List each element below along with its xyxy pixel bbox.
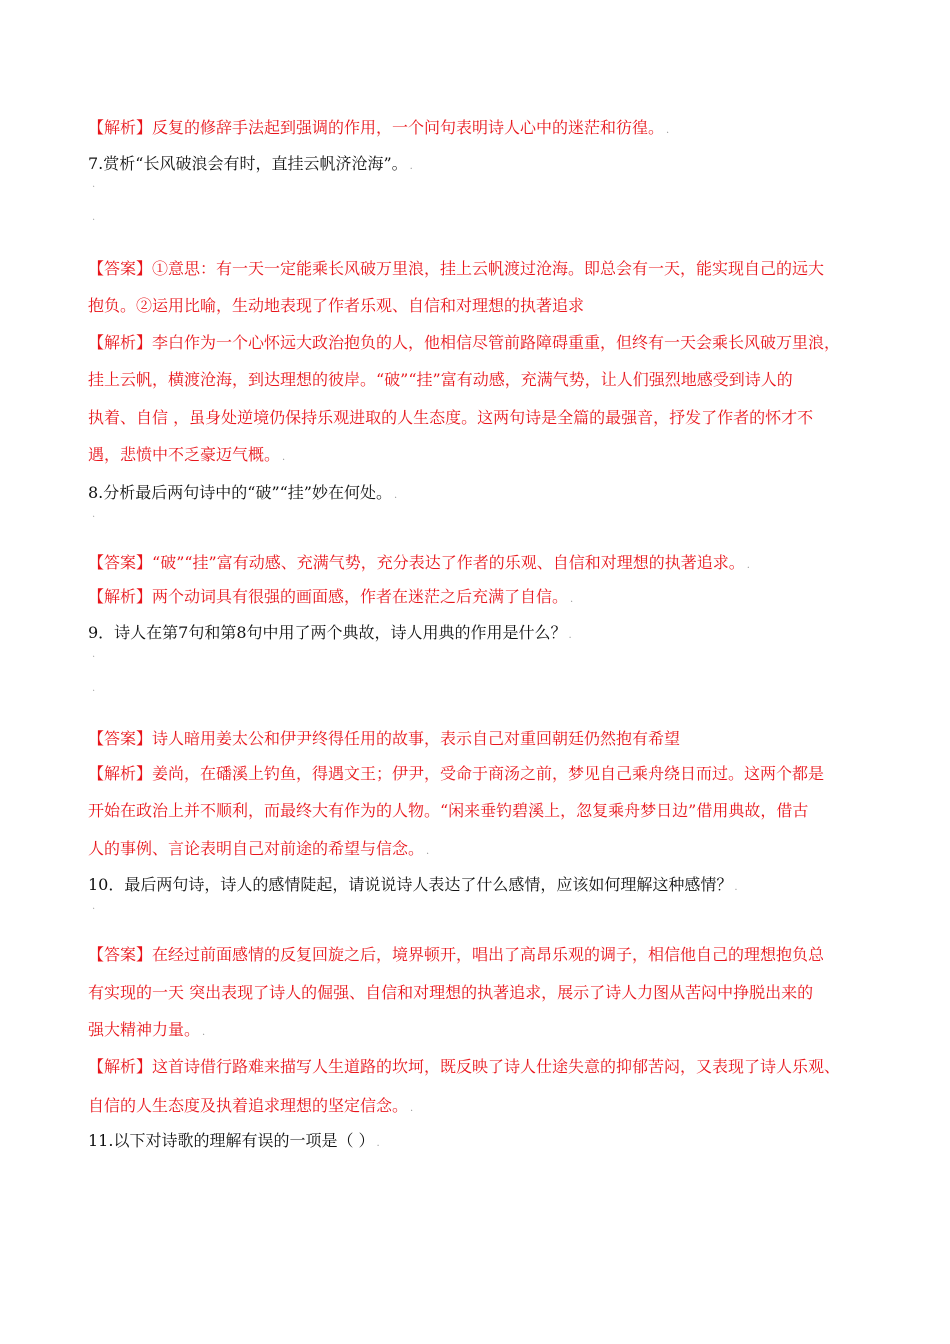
answer-text: 诗人暗用姜太公和伊尹终得任用的故事，表示自己对重回朝廷仍然抱有希望 xyxy=(152,729,681,748)
answer-text: 抱负。②运用比喻，生动地表现了作者乐观、自信和对理想的执著追求 xyxy=(88,296,585,315)
analysis-text: 反复的修辞手法起到强调的作用，一个问句表明诗人心中的迷茫和彷徨。 xyxy=(152,118,665,137)
answer-line xyxy=(88,944,824,966)
analysis-line: 自信的人生态度及执着追求理想的坚定信念。 . xyxy=(88,1096,414,1115)
answer-text: 有实现的一天 突出表现了诗人的倔强、自信和对理想的执著追求，展示了诗人力图从苦闷中挣脱出来的 xyxy=(88,983,814,1002)
analysis-text: 挂上云帆，横渡沧海，到达理想的彼岸。“破”“挂”富有动感，充满气势，让人们强烈地感受到诗人的 xyxy=(88,370,793,389)
answer-line: 【答案】“破”“挂”富有动感、充满气势，充分表达了作者的乐观、自信和对理想的执著追求。 . xyxy=(88,553,750,572)
analysis-tag: 【解析】 xyxy=(88,1057,153,1076)
answer-line: 强大精神力量。 . xyxy=(88,1020,206,1039)
question-text: 10．最后两句诗，诗人的感情陡起，请说说诗人表达了什么感情，应该如何理解这种感情？ xyxy=(88,875,733,894)
blank-answer-mark: . xyxy=(92,212,96,223)
analysis-tag: 【解析】 xyxy=(88,587,153,606)
question-9: 9．诗人在第7句和第8句中用了两个典故，诗人用典的作用是什么？ . xyxy=(88,623,572,642)
answer-tag: 【答案】 xyxy=(88,259,153,278)
question-7: 7.赏析“长风破浪会有时，直挂云帆济沧海”。 . xyxy=(88,154,413,173)
analysis-line xyxy=(88,407,813,429)
blank-answer-mark: . xyxy=(92,901,96,912)
question-text: 9．诗人在第7句和第8句中用了两个典故，诗人用典的作用是什么？ xyxy=(88,623,567,642)
question-11: 11.以下对诗歌的理解有误的一项是（ ） . xyxy=(88,1131,380,1150)
analysis-line: 遇，悲愤中不乏豪迈气概。 . xyxy=(88,445,286,464)
analysis-line: 人的事例、言论表明自己对前途的希望与信念。 . xyxy=(88,839,430,858)
answer-line xyxy=(88,295,584,317)
question-text: 8.分析最后两句诗中的“破”“挂”妙在何处。 xyxy=(88,483,392,502)
answer-text: “破”“挂”富有动感、充满气势，充分表达了作者的乐观、自信和对理想的执著追求。 xyxy=(152,553,745,572)
analysis-line: 【解析】反复的修辞手法起到强调的作用，一个问句表明诗人心中的迷茫和彷徨。 . xyxy=(88,118,670,137)
blank-answer-mark: . xyxy=(92,683,96,694)
analysis-text: 遇，悲愤中不乏豪迈气概。 xyxy=(88,445,281,464)
analysis-text: 这首诗借行路难来描写人生道路的坎坷，既反映了诗人仕途失意的抑郁苦闷，又表现了诗人乐观、 xyxy=(152,1057,841,1076)
analysis-line xyxy=(88,332,840,354)
answer-line xyxy=(88,728,680,750)
blank-answer-mark: . xyxy=(92,509,96,520)
analysis-text: 执着、自信 ，虽身处逆境仍保持乐观进取的人生态度。这两句诗是全篇的最强音，抒发了作者的怀才不 xyxy=(88,408,814,427)
blank-answer-mark: . xyxy=(92,179,96,190)
analysis-line xyxy=(88,800,808,822)
answer-tag: 【答案】 xyxy=(88,945,153,964)
analysis-text: 开始在政治上并不顺利，而最终大有作为的人物。“闲来垂钓碧溪上，忽复乘舟梦日边”借用典故，借古 xyxy=(88,801,809,820)
analysis-text: 人的事例、言论表明自己对前途的希望与信念。 xyxy=(88,839,425,858)
analysis-tag: 【解析】 xyxy=(88,333,153,352)
analysis-tag: 【解析】 xyxy=(88,764,153,783)
analysis-tag: 【解析】 xyxy=(88,118,153,137)
analysis-line xyxy=(88,763,824,785)
analysis-text: 李白作为一个心怀远大政治抱负的人，他相信尽管前路障碍重重，但终有一天会乘长风破万里浪， xyxy=(152,333,841,352)
analysis-text: 姜尚，在磻溪上钓鱼，得遇文王；伊尹，受命于商汤之前，梦见自己乘舟绕日而过。这两个都是 xyxy=(152,764,825,783)
question-text: 11.以下对诗歌的理解有误的一项是（ ） xyxy=(88,1131,375,1150)
question-8: 8.分析最后两句诗中的“破”“挂”妙在何处。 . xyxy=(88,483,398,502)
analysis-line xyxy=(88,1056,840,1078)
answer-text: 在经过前面感情的反复回旋之后，境界顿开，唱出了高昂乐观的调子，相信他自己的理想抱负总 xyxy=(152,945,825,964)
analysis-text: 自信的人生态度及执着追求理想的坚定信念。 xyxy=(88,1096,409,1115)
answer-tag: 【答案】 xyxy=(88,553,153,572)
answer-text: 强大精神力量。 xyxy=(88,1020,201,1039)
analysis-line xyxy=(88,369,793,391)
answer-line xyxy=(88,258,824,280)
answer-line xyxy=(88,982,813,1004)
analysis-text: 两个动词具有很强的画面感，作者在迷茫之后充满了自信。 xyxy=(152,587,569,606)
blank-answer-mark: . xyxy=(92,649,96,660)
question-10: 10．最后两句诗，诗人的感情陡起，请说说诗人表达了什么感情，应该如何理解这种感情？ . xyxy=(88,875,738,894)
analysis-line: 【解析】两个动词具有很强的画面感，作者在迷茫之后充满了自信。 . xyxy=(88,587,574,606)
question-text: 7.赏析“长风破浪会有时，直挂云帆济沧海”。 xyxy=(88,154,408,173)
answer-text: ①意思：有一天一定能乘长风破万里浪，挂上云帆渡过沧海。即总会有一天，能实现自己的远大 xyxy=(152,259,825,278)
answer-tag: 【答案】 xyxy=(88,729,153,748)
